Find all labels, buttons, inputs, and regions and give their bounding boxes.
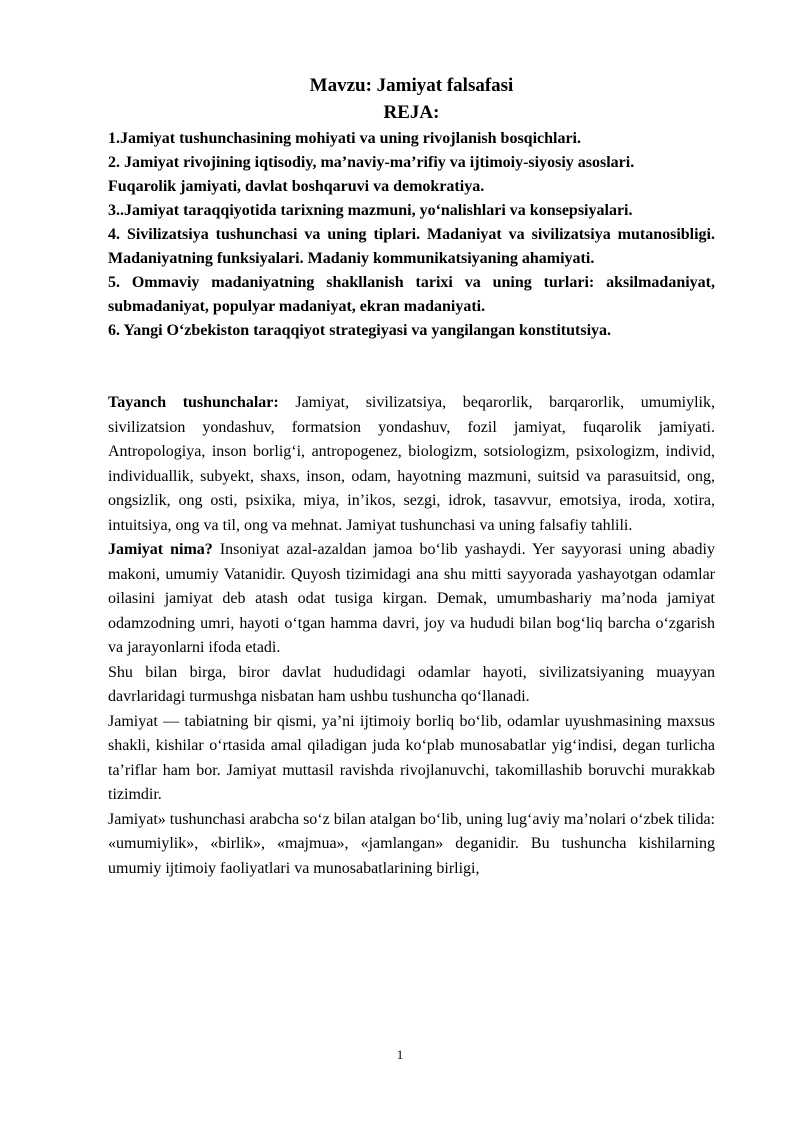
section-spacer [108,343,715,391]
body-paragraph-3: Jamiyat — tabiatning bir qismi, ya’ni ijtimoiy borliq bo‘lib, odamlar uyushmasining maxsus shakli, kishilar o‘rtasida amal qiladigan juda ko‘plab munosabatlar yig‘indisi, degan turlicha ta’riflar ham bor. Jamiyat muttasil ravishda rivojlanuvchi, takomillashib boruvchi murakkab tizimdir. [108,712,715,803]
question-label: Jamiyat nima? [108,541,213,558]
key-concepts-paragraph [108,391,715,538]
plan-list [108,127,715,343]
plan-item: 4. Sivilizatsiya tushunchasi va uning tiplari. Madaniyat va sivilizatsiya mutanosibligi. Madaniyatning funksiyalari. Madaniy kommunikatsiyaning ahamiyati. [108,226,715,267]
plan-item: 3..Jamiyat taraqqiyotida tarixning mazmuni, yo‘nalishlari va konsepsiyalari. [108,202,633,219]
question-text: Insoniyat azal-azaldan jamoa bo‘lib yashaydi. Yer sayyorasi uning abadiy makoni, umumiy Vatanidir. Quyosh tizimidagi ana shu mitti sayyorada yashayotgan odamlar oilasini jamiyat deb atash odat tusiga kirgan. Demak, umumbashariy ma’noda jamiyat odamzodning umri, hayoti o‘tgan hamma davri, joy va hududi bilan bog‘liq barcha o‘zgarish va jarayonlarni ifoda etadi. [108,541,715,656]
plan-item: Fuqarolik jamiyati, davlat boshqaruvi va demokratiya. [108,178,485,195]
plan-title: REJA: [383,102,440,123]
topic-title: Mavzu: Jamiyat falsafasi [309,75,514,96]
body-paragraph-4: Jamiyat» tushunchasi arabcha so‘z bilan atalgan bo‘lib, uning lug‘aviy ma’nolari o‘zbek tilida: «umumiylik», «birlik», «majmua», «jamlangan» deganidir. Bu tushuncha kishilarning umumiy ijtimoiy faoliyatlari va munosabatlarining birligi, [108,810,715,877]
question-paragraph [108,538,715,661]
plan-item: 6. Yangi O‘zbekiston taraqqiyot strategiyasi va yangilangan konstitutsiya. [108,322,612,339]
key-concepts-label: Tayanch tushunchalar: [108,394,279,411]
page-number: 1 [396,1047,404,1062]
plan-item: 5. Ommaviy madaniyatning shakllanish tarixi va uning turlari: aksilmadaniyat, submadaniyat, populyar madaniyat, ekran madaniyati. [108,274,715,315]
plan-item: 2. Jamiyat rivojining iqtisodiy, ma’naviy-ma’rifiy va ijtimoiy-siyosiy asoslari. [108,154,635,171]
plan-item: 1.Jamiyat tushunchasining mohiyati va uning rivojlanish bosqichlari. [108,130,581,147]
document-page [108,72,715,881]
body-paragraph-2: Shu bilan birga, biror davlat hududidagi odamlar hayoti, sivilizatsiyaning muayyan davrlaridagi turmushga nisbatan ham ushbu tushuncha qo‘llanadi. [108,663,715,705]
key-concepts-text: Jamiyat, sivilizatsiya, beqarorlik, barqarorlik, umumiylik, sivilizatsion yondashuv, formatsion yondashuv, fozil jamiyat, fuqarolik jamiyati. Antropologiya, inson borlig‘i, antropogenez, biologizm, sotsiologizm, psixologizm, individ, individuallik, subyekt, shaxs, inson, odam, hayotning mazmuni, suitsid va parasuitsid, ong, ongsizlik, ong osti, psixika, miya, in’ikos, sezgi, idrok, tasavvur, emotsiya, iroda, xotira, intuitsiya, ong va til, ong va mehnat. Jamiyat tushunchasi va uning falsafiy tahlili. [108,394,716,534]
